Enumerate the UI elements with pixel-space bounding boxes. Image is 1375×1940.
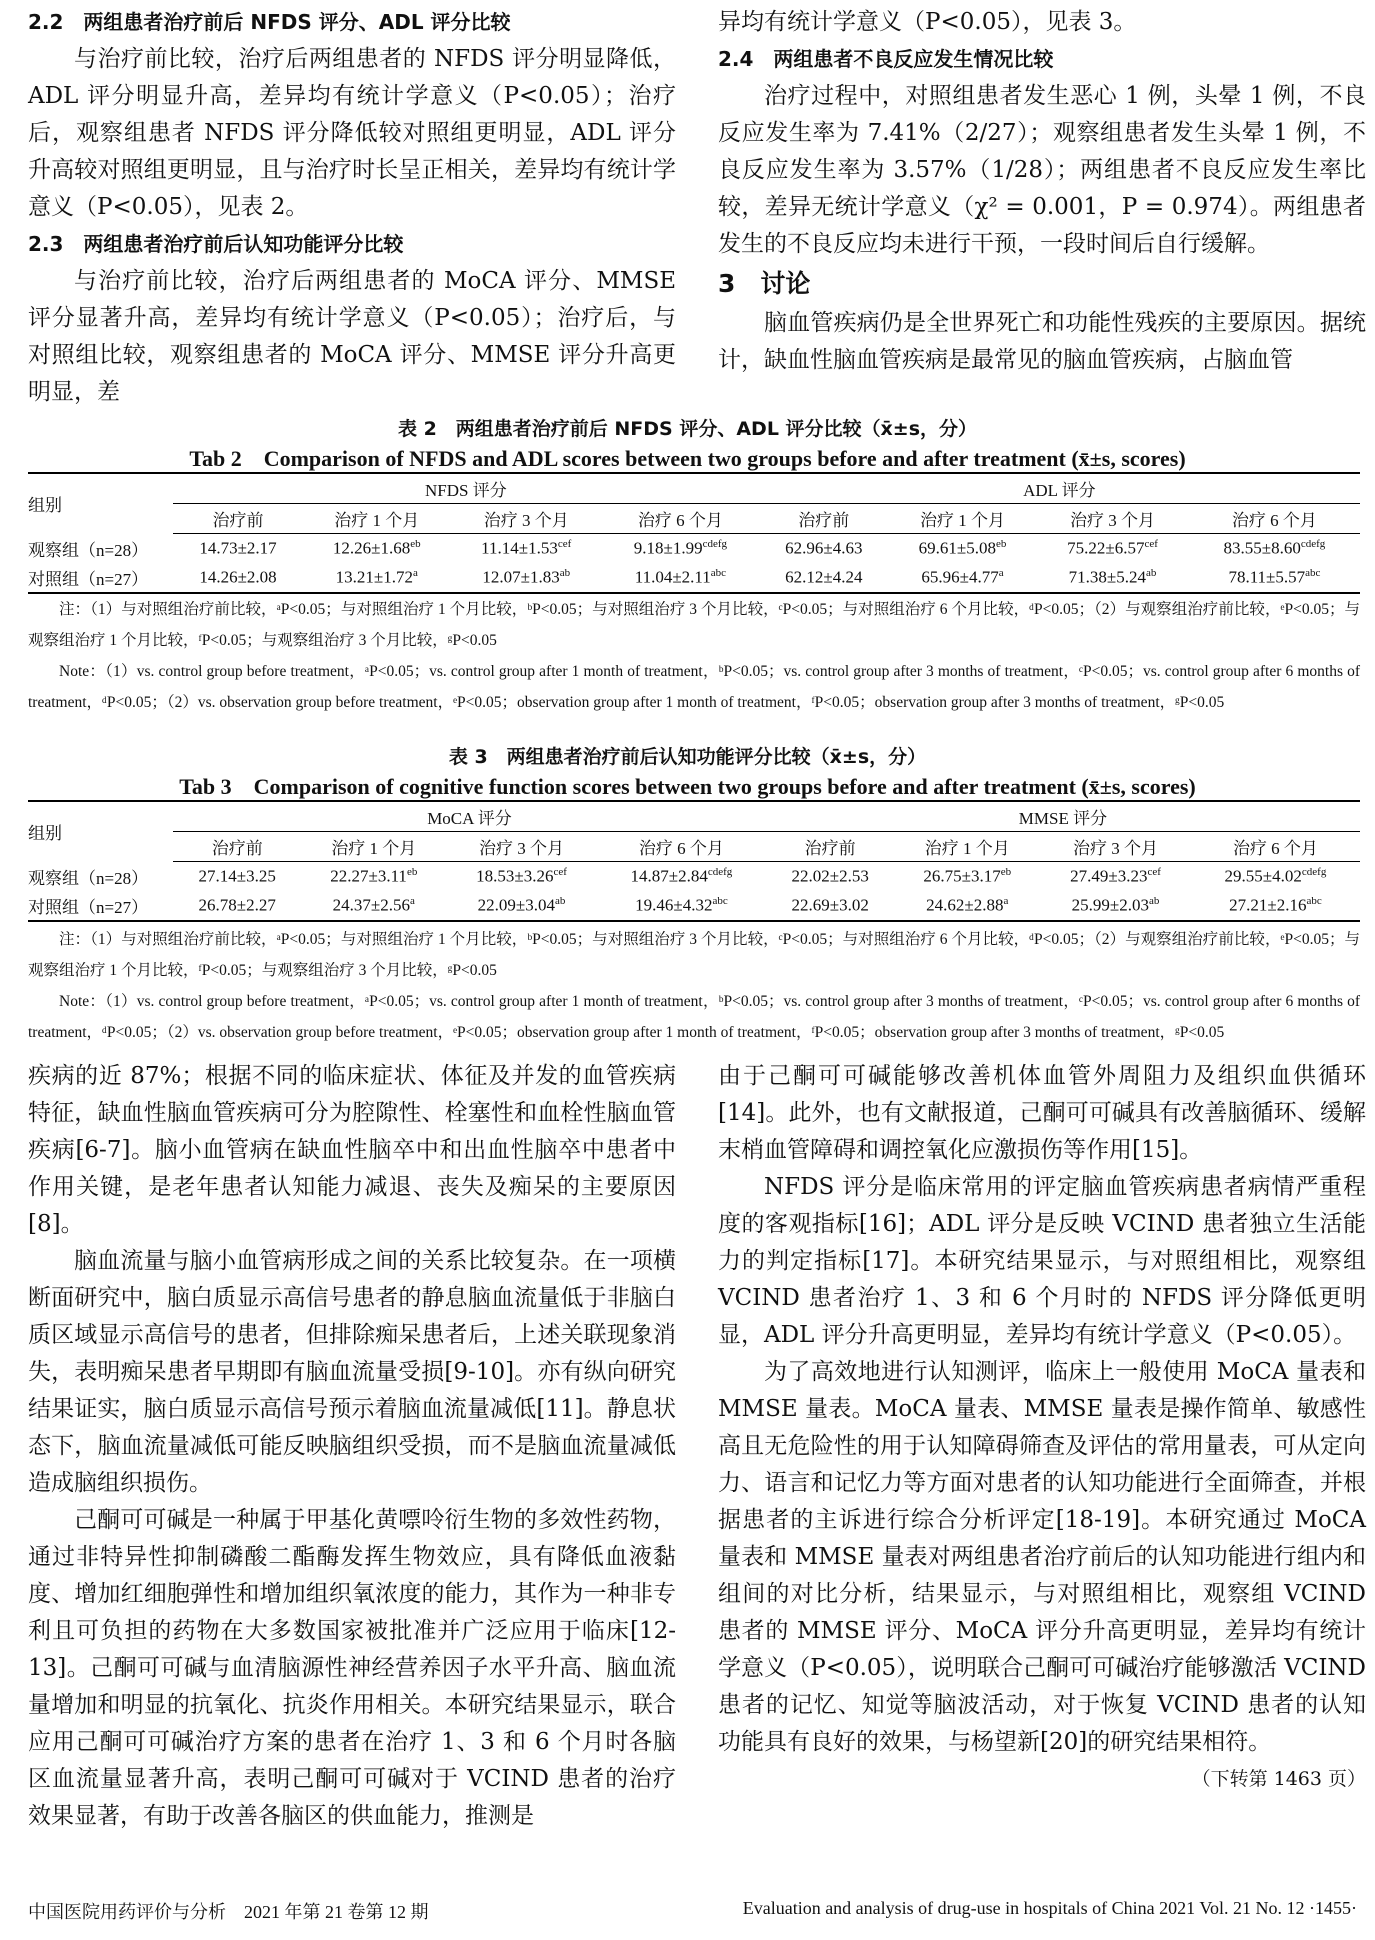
- row-label: 观察组（n=28）: [28, 868, 149, 888]
- cell-superscript: eb: [410, 537, 421, 550]
- column-header: 治疗前: [173, 503, 303, 533]
- table-cell: [1040, 861, 1191, 891]
- group-header: MoCA 评分: [427, 808, 512, 828]
- footer-journal-cn: 中国医院用药评价与分析 2021 年第 21 卷第 12 期: [28, 1902, 429, 1922]
- cell-value: 75.22±6.57: [1067, 538, 1145, 558]
- cell-superscript: abc: [1306, 895, 1322, 908]
- cell-value: 22.02±2.53: [791, 866, 869, 886]
- paragraph: 治疗过程中，对照组患者发生恶心 1 例，头晕 1 例，不良反应发生率为 7.41%（2/27）；观察组患者发生头晕 1 例，不良反应发生率为 3.57%（1/28）；两组患者不良反应发生率比较，差异无统计学意义（χ² = 0.001，P = 0.974）。两组患者发生的不良反应均未进行干预，一段时间后自行缓解。: [718, 83, 1366, 257]
- table2: [28, 472, 1360, 594]
- cell-value: 11.04±2.11: [634, 567, 711, 587]
- group-header: ADL 评分: [1023, 480, 1096, 500]
- table2-note-cn: 注：（1）与对照组治疗前比较，ᵃP<0.05；与对照组治疗 1 个月比较，ᵇP<0.05；与对照组治疗 3 个月比较，ᶜP<0.05；与对照组治疗 6 个月比较，ᵈP<0.05；（2）与观察组治疗前比较，ᵉP<0.05；与观察组治疗 1 个月比较，ᶠP<0.05；与观察组治疗 3 个月比较，ᵍP<0.05: [28, 601, 1360, 649]
- column-header: 治疗 3 个月: [1040, 831, 1191, 861]
- cell-value: 13.21±1.72: [335, 567, 413, 587]
- paragraph: 为了高效地进行认知测评，临床上一般使用 MoCA 量表和 MMSE 量表。MoCA 量表、MMSE 量表是操作简单、敏感性高且无危险性的用于认知障碍筛查及评估的常用量表，可从定向力、语言和记忆力等方面对患者的认知功能进行全面筛查，并根据患者的主诉进行综合分析评定[18-19]。本研究通过 MoCA 量表和 MMSE 量表对两组患者治疗前后的认知功能进行组内和组间的对比分析，结果显示，与对照组相比，观察组 VCIND 患者的 MMSE 评分、MoCA 评分升高更明显，差异均有统计学意义（P<0.05），说明联合己酮可可碱治疗能够激活 VCIND 患者的记忆、知觉等脑波活动，对于恢复 VCIND 患者的认知功能具有良好的效果，与杨望新[20]的研究结果相符。: [718, 1359, 1366, 1755]
- table-cell: [1040, 891, 1191, 921]
- cell-superscript: eb: [406, 865, 418, 878]
- section-heading: 2.4 两组患者不良反应发生情况比较: [718, 47, 1054, 71]
- cell-superscript: eb: [1000, 865, 1012, 878]
- cell-superscript: a: [1003, 895, 1009, 908]
- cell-value: 12.26±1.68: [332, 538, 411, 558]
- cell-value: 14.73±2.17: [199, 538, 277, 558]
- continued-note: （下转第 1463 页）: [1191, 1768, 1366, 1790]
- cell-value: 24.62±2.88: [926, 895, 1004, 915]
- cell-value: 9.18±1.99: [633, 538, 703, 558]
- paragraph: 异均有统计学意义（P<0.05），见表 3。: [718, 9, 1137, 35]
- table-cell: [766, 861, 894, 891]
- table-cell: [597, 891, 766, 921]
- table-cell: [889, 563, 1036, 593]
- table-cell: [1189, 563, 1360, 593]
- table-cell: [301, 861, 446, 891]
- column-header: 治疗 3 个月: [1036, 503, 1189, 533]
- column-header: 治疗前: [759, 503, 889, 533]
- cell-superscript: ab: [554, 895, 566, 908]
- table-cell: [1191, 891, 1360, 921]
- column-header: 治疗 1 个月: [894, 831, 1040, 861]
- table3-caption-cn: 表 3 两组患者治疗前后认知功能评分比较（x̄±s，分）: [448, 746, 927, 768]
- section-heading: 2.3 两组患者治疗前后认知功能评分比较: [28, 232, 404, 256]
- cell-value: 14.26±2.08: [199, 567, 277, 587]
- column-header: 治疗前: [173, 831, 301, 861]
- table-cell: [894, 861, 1040, 891]
- table-cell: [602, 533, 759, 563]
- cell-value: 25.99±2.03: [1071, 895, 1149, 915]
- paragraph: NFDS 评分是临床常用的评定脑血管疾病患者病情严重程度的客观指标[16]；ADL 评分是反映 VCIND 患者独立生活能力的判定指标[17]。本研究结果显示，与对照组相比，观察组 VCIND 患者治疗 1、3 和 6 个月时的 NFDS 评分降低更明显，ADL 评分升高更明显，差异均有统计学意义（P<0.05）。: [718, 1174, 1366, 1348]
- cell-value: 27.21±2.16: [1229, 895, 1307, 915]
- cell-superscript: ab: [1146, 567, 1157, 580]
- column-header: 治疗 1 个月: [301, 831, 446, 861]
- table-cell: [301, 891, 446, 921]
- cell-superscript: cef: [1147, 865, 1161, 878]
- column-header: 治疗 6 个月: [1191, 831, 1360, 861]
- cell-superscript: a: [410, 895, 415, 908]
- column-header: 治疗 3 个月: [446, 831, 597, 861]
- group-header: 组别: [28, 824, 62, 843]
- table-cell: [597, 861, 766, 891]
- row-label: 对照组（n=27）: [28, 898, 149, 917]
- cell-value: 24.37±2.56: [332, 895, 410, 915]
- table-cell: [759, 563, 889, 593]
- cell-value: 62.12±4.24: [785, 567, 863, 587]
- cell-superscript: cef: [553, 865, 567, 878]
- table-cell: [173, 861, 301, 891]
- column-header: 治疗 6 个月: [602, 503, 759, 533]
- table-cell: [1189, 533, 1360, 563]
- table-cell: [894, 891, 1040, 921]
- column-header: 治疗 1 个月: [303, 503, 450, 533]
- table-cell: [173, 891, 301, 921]
- table-row: [28, 891, 1360, 921]
- cell-superscript: cdefg: [702, 537, 728, 550]
- column-header: 治疗 3 个月: [450, 503, 602, 533]
- table3-caption-en: Tab 3 Comparison of cognitive function scores between two groups before and after treatment (x̄±s, scores): [179, 774, 1196, 799]
- table-cell: [450, 563, 602, 593]
- paragraph: 与治疗前比较，治疗后两组患者的 NFDS 评分明显降低，ADL 评分明显升高，差异均有统计学意义（P<0.05）；治疗后，观察组患者 NFDS 评分降低较对照组更明显，ADL 评分升高较对照组更明显，且与治疗时长呈正相关，差异均有统计学意义（P<0.05），见表 2。: [28, 46, 676, 220]
- group-header: NFDS 评分: [425, 480, 507, 500]
- top-left-column: [28, 4, 676, 411]
- cell-value: 14.87±2.84: [630, 866, 708, 886]
- table-cell: [1036, 563, 1189, 593]
- cell-value: 27.14±3.25: [198, 866, 276, 886]
- section-heading: 3 讨论: [718, 269, 811, 298]
- cell-value: 18.53±3.26: [476, 866, 554, 886]
- section-heading: 2.2 两组患者治疗前后 NFDS 评分、ADL 评分比较: [28, 10, 511, 34]
- cell-superscript: ab: [1148, 895, 1160, 908]
- bottom-left-column: [28, 1058, 676, 1835]
- bottom-right-column: [718, 1058, 1366, 1798]
- column-header: 治疗 6 个月: [1189, 503, 1360, 533]
- table2-note-en: Note：（1）vs. control group before treatment，ᵃP<0.05；vs. control group after 1 month of treatment，ᵇP<0.05；vs. control group after 3 months of treatment，ᶜP<0.05；vs. control group after 6 months of treatment，ᵈP<0.05；（2）vs. observation group before treatment，ᵉP<0.05；observation group after 1 month of treatment，ᶠP<0.05；observation group after 3 months of treatment，ᵍP<0.05: [28, 663, 1360, 711]
- table-row: [28, 861, 1360, 891]
- cell-value: 22.09±3.04: [477, 895, 555, 915]
- cell-value: 29.55±4.02: [1224, 866, 1302, 886]
- table-row: [28, 563, 1360, 593]
- cell-superscript: cef: [557, 537, 572, 550]
- table-cell: [446, 891, 597, 921]
- cell-value: 22.27±3.11: [330, 866, 407, 886]
- top-right-column: [718, 4, 1366, 379]
- cell-superscript: abc: [712, 895, 728, 908]
- cell-superscript: abc: [710, 567, 727, 580]
- table-cell: [1191, 861, 1360, 891]
- cell-value: 69.61±5.08: [918, 538, 996, 558]
- cell-value: 11.14±1.53: [481, 538, 558, 558]
- cell-superscript: cdefg: [707, 865, 733, 878]
- cell-value: 22.69±3.02: [791, 895, 869, 915]
- cell-superscript: eb: [995, 537, 1007, 550]
- table3: [28, 800, 1360, 922]
- table2-caption-cn: 表 2 两组患者治疗前后 NFDS 评分、ADL 评分比较（x̄±s，分）: [397, 418, 978, 440]
- cell-value: 26.75±3.17: [923, 866, 1001, 886]
- cell-value: 27.49±3.23: [1070, 866, 1148, 886]
- table-cell: [759, 533, 889, 563]
- cell-superscript: ab: [559, 567, 571, 580]
- cell-value: 65.96±4.77: [921, 567, 999, 587]
- cell-superscript: cdefg: [1301, 865, 1327, 878]
- table-cell: [446, 861, 597, 891]
- column-header: 治疗 1 个月: [889, 503, 1036, 533]
- table-cell: [1036, 533, 1189, 563]
- cell-value: 26.78±2.27: [198, 895, 276, 915]
- column-header: 治疗 6 个月: [597, 831, 766, 861]
- table-cell: [766, 891, 894, 921]
- paragraph: 与治疗前比较，治疗后两组患者的 MoCA 评分、MMSE 评分显著升高，差异均有统计学意义（P<0.05）；治疗后，与对照组比较，观察组患者的 MoCA 评分、MMSE 评分升高更明显，差: [28, 268, 676, 405]
- paragraph: 己酮可可碱是一种属于甲基化黄嘌呤衍生物的多效性药物，通过非特异性抑制磷酸二酯酶发挥生物效应，具有降低血液黏度、增加红细胞弹性和增加组织氧浓度的能力，其作为一种非专利且可负担的药物在大多数国家被批准并广泛应用于临床[12-13]。己酮可可碱与血清脑源性神经营养因子水平升高、脑血流量增加和明显的抗氧化、抗炎作用相关。本研究结果显示，联合应用己酮可可碱治疗方案的患者在治疗 1、3 和 6 个月时各脑区血流量显著升高，表明己酮可可碱对于 VCIND 患者的治疗效果显著，有助于改善各脑区的供血能力，推测是: [28, 1507, 676, 1829]
- cell-value: 12.07±1.83: [482, 567, 560, 587]
- table-cell: [173, 563, 303, 593]
- cell-superscript: abc: [1305, 567, 1321, 580]
- table-cell: [602, 563, 759, 593]
- cell-value: 71.38±5.24: [1068, 567, 1147, 587]
- column-header: 治疗前: [766, 831, 894, 861]
- cell-superscript: cdefg: [1300, 537, 1326, 550]
- cell-superscript: a: [998, 567, 1004, 580]
- cell-superscript: a: [412, 567, 418, 580]
- cell-value: 78.11±5.57: [1228, 567, 1306, 587]
- table-cell: [303, 533, 450, 563]
- table-cell: [173, 533, 303, 563]
- row-label: 对照组（n=27）: [28, 570, 149, 589]
- footer-journal-en: Evaluation and analysis of drug-use in hospitals of China 2021 Vol. 21 No. 12 ·1455·: [742, 1898, 1357, 1918]
- table3-note-cn: 注：（1）与对照组治疗前比较，ᵃP<0.05；与对照组治疗 1 个月比较，ᵇP<0.05；与对照组治疗 3 个月比较，ᶜP<0.05；与对照组治疗 6 个月比较，ᵈP<0.05；（2）与观察组治疗前比较，ᵉP<0.05；与观察组治疗 1 个月比较，ᶠP<0.05；与观察组治疗 3 个月比较，ᵍP<0.05: [28, 931, 1360, 979]
- cell-superscript: cef: [1144, 537, 1158, 550]
- paragraph: 疾病的近 87%；根据不同的临床症状、体征及并发的血管疾病特征，缺血性脑血管疾病可分为腔隙性、栓塞性和血栓性脑血管疾病[6-7]。脑小血管病在缺血性脑卒中和出血性脑卒中患者中作用关键，是老年患者认知能力减退、丧失及痴呆的主要原因[8]。: [28, 1063, 676, 1237]
- group-header: 组别: [28, 496, 62, 515]
- table2-caption-en: Tab 2 Comparison of NFDS and ADL scores between two groups before and after treatment (x̄±s, scores): [189, 446, 1186, 471]
- cell-value: 83.55±8.60: [1223, 538, 1301, 558]
- paragraph: 脑血管疾病仍是全世界死亡和功能性残疾的主要原因。据统计，缺血性脑血管疾病是最常见的脑血管疾病，占脑血管: [718, 310, 1366, 373]
- paragraph: 由于己酮可可碱能够改善机体血管外周阻力及组织血供循环[14]。此外，也有文献报道，己酮可可碱具有改善脑循环、缓解末梢血管障碍和调控氧化应激损伤等作用[15]。: [718, 1063, 1366, 1163]
- table-cell: [303, 563, 450, 593]
- table-cell: [450, 533, 602, 563]
- table-row: [28, 533, 1360, 563]
- table3-note-en: Note：（1）vs. control group before treatment，ᵃP<0.05；vs. control group after 1 month of treatment，ᵇP<0.05；vs. control group after 3 months of treatment，ᶜP<0.05；vs. control group after 6 months of treatment，ᵈP<0.05；（2）vs. observation group before treatment，ᵉP<0.05；observation group after 1 month of treatment，ᶠP<0.05；observation group after 3 months of treatment，ᵍP<0.05: [28, 993, 1360, 1041]
- paragraph: 脑血流量与脑小血管病形成之间的关系比较复杂。在一项横断面研究中，脑白质显示高信号患者的静息脑血流量低于非脑白质区域显示高信号的患者，但排除痴呆患者后，上述关联现象消失，表明痴呆患者早期即有脑血流量受损[9-10]。亦有纵向研究结果证实，脑白质显示高信号预示着脑血流量减低[11]。静息状态下，脑血流量减低可能反映脑组织受损，而不是脑血流量减低造成脑组织损伤。: [28, 1248, 676, 1496]
- group-header: MMSE 评分: [1018, 808, 1108, 828]
- table-cell: [889, 533, 1036, 563]
- cell-value: 19.46±4.32: [635, 895, 713, 915]
- row-label: 观察组（n=28）: [28, 540, 149, 560]
- cell-value: 62.96±4.63: [785, 538, 863, 558]
